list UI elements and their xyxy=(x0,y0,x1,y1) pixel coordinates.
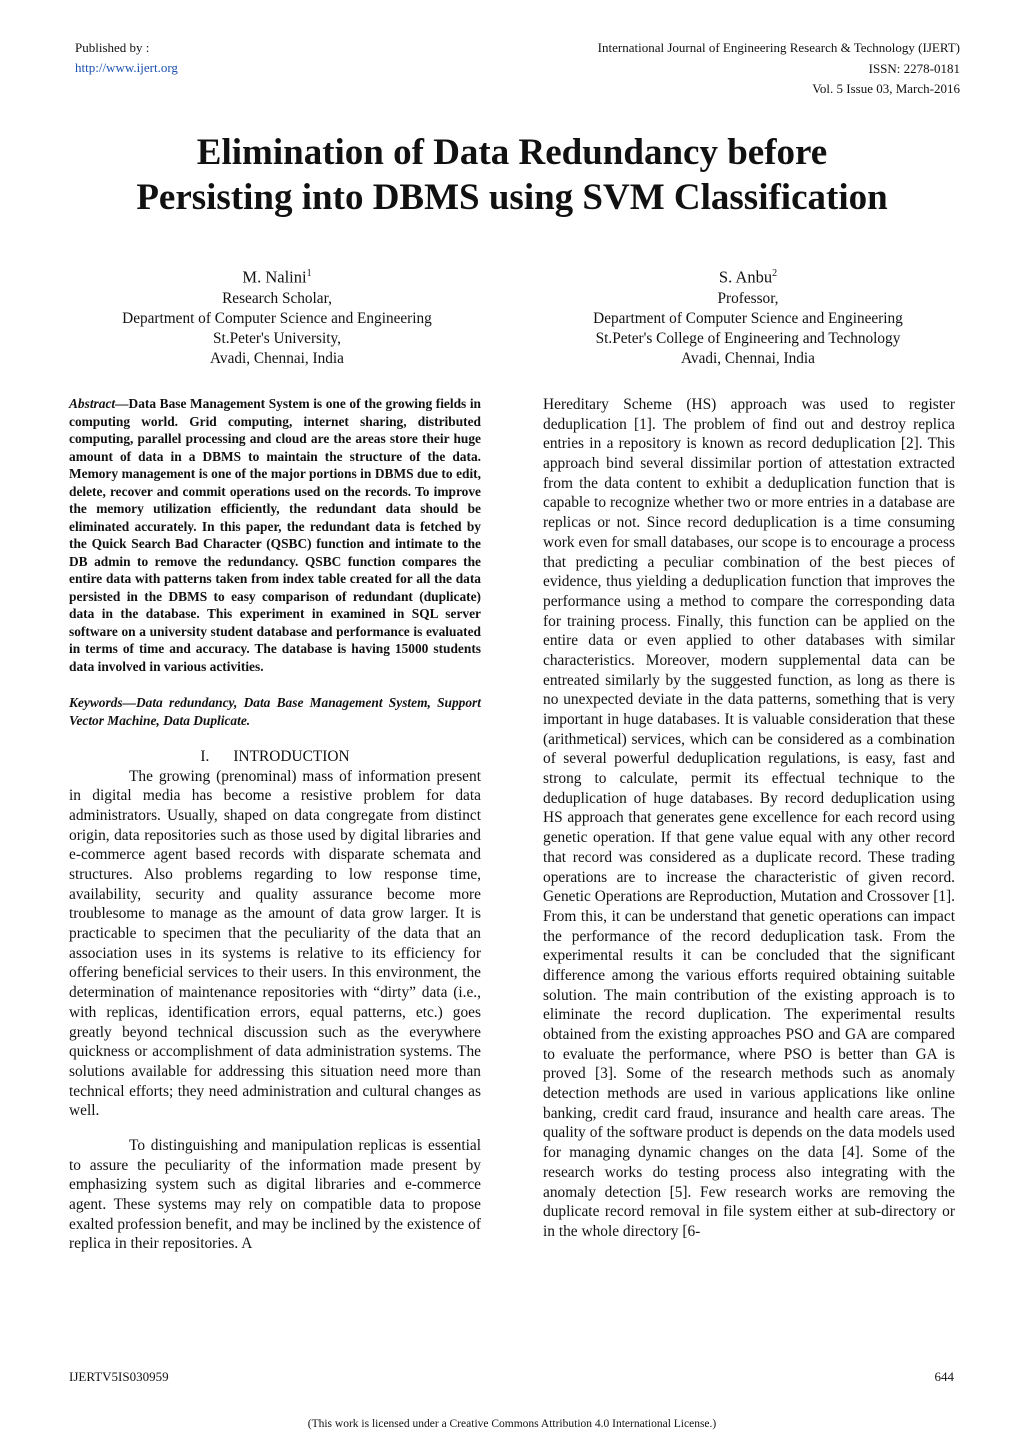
author-1-name: M. Nalini$^1$ xyxy=(242,267,312,287)
author-2-department: Department of Computer Science and Engineering xyxy=(593,309,903,327)
footer-license: (This work is licensed under a Creative Commons Attribution 4.0 International License.) xyxy=(307,1418,717,1430)
author-2-institution: St.Peter's College of Engineering and Technology xyxy=(595,329,901,347)
author-2 xyxy=(538,262,958,369)
author-1 xyxy=(67,262,487,369)
right-column xyxy=(543,395,955,1242)
right-column-paragraph: Hereditary Scheme (HS) approach was used to register deduplication [1]. The problem of find out and destroy replica entries in a repository is known as record deduplication [2]. This approach bind several dissimilar portion of attestation extracted from the data content to exhibit a deduplication function that is capable to recognize whether two or more entries in a database are replicas or not. Since record deduplication is a time consuming work even for small databases, our scope is to encourage a process that predicting a peculiar combination of the best pieces of evidence, thus yielding a deduplication function that improves the performance using a method to compare the corresponding data for training process. Finally, this function can be applied on the entire data or even applied to other databases with similar characteristics. Moreover, modern supplemental data can be entreated similarly by the suggested function, as long as there is no unexpected deviate in the data patterns, something that is very important in huge databases. It is valuable consideration that these (arithmetical) services, which can be considered as a combination of several powerful deduplication regulations, is easy, fast and strong to calculate, permit its effectual technique to the deduplication of huge databases. By record deduplication using HS approach that generates gene excellence for each record using genetic operation. If that gene value equal with any other record that record was considered as a duplicate record. These trading operations are to increase the characteristic of given record. Genetic Operations are Reproduction, Mutation and Crossover [1]. From this, it can be understand that genetic operations can impact the performance of the record deduplication task. From the experimental results it can be concluded that the significant difference among the various efforts required obtaining suitable solution. The main contribution of the existing approach is to eliminate the record duplication. The experimental results obtained from the existing approaches PSO and GA are compared to evaluate the performance, where PSO is better than GA is proved [3]. Some of the research methods such as anomaly detection methods are used in various applications like online banking, credit card fraud, insurance and health care areas. The quality of the software product is depends on the data models used for managing dynamic changes on the data [4]. Some of the research works do testing process also integrating with the anomaly detection [5]. Few research works are removing the duplicate record removal in file system either at sub-directory or in the whole directory [6- xyxy=(543,396,955,1240)
paper-title-line-1: Elimination of Data Redundancy before xyxy=(196,132,828,173)
author-2-role: Professor, xyxy=(717,289,779,307)
author-1-location: Avadi, Chennai, India xyxy=(210,349,344,367)
author-1-role: Research Scholar, xyxy=(222,289,332,307)
keywords-text: Data redundancy, Data Base Management System, Support Vector Machine, Data Duplicate. xyxy=(69,695,481,728)
abstract-text: Data Base Management System is one of the growing fields in computing world. Grid computing, internet sharing, distributed computing, parallel processing and cloud are the areas store their huge amount of data in a DBMS to maintain the structure of the data. Memory management is one of the major portions in DBMS due to edit, delete, recover and commit operations used on the records. To improve the memory utilization efficiently, the redundant data should be eliminated accurately. In this paper, the redundant data is fetched by the Quick Search Bad Character (QSBC) function and intimate to the DB admin to remove the redundancy. QSBC function compares the entire data with patterns taken from index table created for all the data persisted in the DBMS to easy comparison of redundant (duplicate) data in the database. This experiment in examined in SQL server software on a university student database and performance is evaluated in terms of time and accuracy. The database is having 15000 students data involved in various activities. xyxy=(69,396,481,674)
keywords xyxy=(69,694,481,729)
paper-title-line-2: Persisting into DBMS using SVM Classification xyxy=(136,177,888,218)
section-title: INTRODUCTION xyxy=(233,748,350,765)
journal-volume: Vol. 5 Issue 03, March-2016 xyxy=(812,81,960,96)
section-heading-introduction xyxy=(69,747,481,767)
author-2-name: S. Anbu$^2$ xyxy=(718,267,778,287)
journal-name: International Journal of Engineering Research & Technology (IJERT) xyxy=(597,40,960,55)
keywords-label: Keywords— xyxy=(69,695,136,710)
author-1-department: Department of Computer Science and Engineering xyxy=(122,309,432,327)
left-column xyxy=(69,395,481,1254)
abstract xyxy=(69,395,481,675)
abstract-label: Abstract— xyxy=(69,396,129,411)
header-publisher xyxy=(75,38,178,78)
journal-url-link[interactable]: http://www.ijert.org xyxy=(75,60,178,75)
section-number: I. xyxy=(200,748,210,765)
footer-page-number: 644 xyxy=(934,1369,954,1384)
intro-paragraph-2: To distinguishing and manipulation replicas is essential to assure the peculiarity of the information made present by emphasizing system such as digital libraries and e-commerce agent. These systems may rely on compatible data to propose exalted profession benefit, and may be inclined by the existence of replica in their repositories. A xyxy=(69,1136,481,1253)
published-by-label: Published by : xyxy=(75,40,150,55)
intro-paragraph-1: The growing (prenominal) mass of information present in digital media has become a resistive problem for data administrators. Usually, shaped on data congregate from distinct origin, data repositories such as those used by digital libraries and e-commerce agent based records with disparate schemata and structures. Also problems regarding to low response time, availability, security and quality assurance become more troublesome to manage as the amount of data grow larger. It is practicable to specimen that the peculiarity of the data that an association uses in its systems is relative to its efficiency for offering beneficial services to their users. In this environment, the determination of maintenance repositories with “dirty” data (i.e., with replicas, identification errors, equal patterns, etc.) goes greatly beyond technical discussion such as the everywhere quickness or accomplishment of data administration systems. The solutions available for addressing this situation need more than technical efforts; they need administration and cultural changes as well. xyxy=(69,767,481,1120)
header-journal-info xyxy=(598,38,960,100)
paper-title xyxy=(0,130,1024,220)
footer-paper-id: IJERTV5IS030959 xyxy=(69,1369,169,1384)
author-1-institution: St.Peter's University, xyxy=(213,329,341,347)
author-2-location: Avadi, Chennai, India xyxy=(681,349,815,367)
journal-issn: ISSN: 2278-0181 xyxy=(868,60,960,76)
